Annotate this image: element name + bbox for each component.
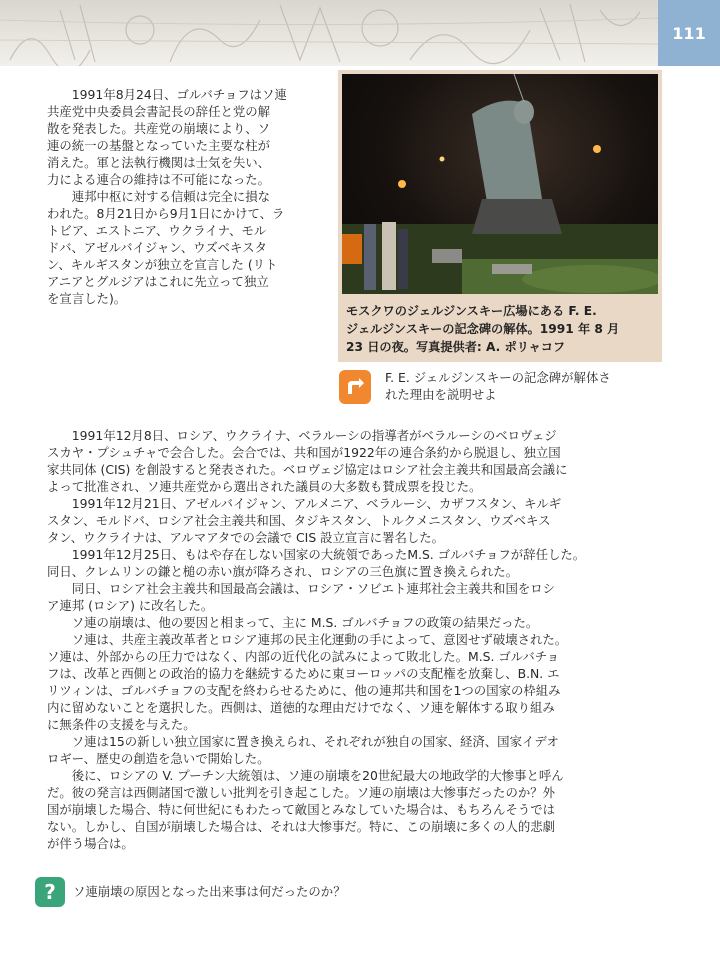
monument-photo bbox=[342, 74, 658, 294]
monument-dismantling-image bbox=[342, 74, 658, 294]
header-decoration bbox=[0, 0, 658, 66]
arrow-turn-icon bbox=[339, 370, 371, 404]
main-text: 1991年12月8日、ロシア、ウクライナ、ベラルーシの指導者がベラルーシのベロヴェジ スカヤ・プシュチャで会合した。会合では、共和国が1922年の連合条約から脱退し、独立国 家共同体 (CIS) を創設すると発表された。ベロヴェジ協定はロシア社会主義共和国最高会議に よって批准され、ソ連共産党から選出された議員の大多数も賛成票を投じた。 1991年12月21日、アゼルバイジャン、アルメニア、ベラルーシ、カザフスタン、キルギ スタン、モルドバ、ロシア社会主義共和国、タジキスタン、トルクメニスタン、ウズベキス タン、ウクライナは、アルマアタでの会議で CIS 設立宣言に署名した。 1991年12月25日、もはや存在しない国家の大統領であったM.S. ゴルバチョフが辞任した。 同日、クレムリンの鎌と槌の赤い旗が降ろされ、ロシアの三色旗に置き換えられた。 同日、ロシア社会主義共和国最高会議は、ロシア・ソビエト連邦社会主義共和国をロシ ア連邦 (ロシア) に改名した。 ソ連の崩壊は、他の要因と相まって、主に M.S. ゴルバチョフの政策の結果だった。 ソ連は、共産主義改革者とロシア連邦の民主化運動の手によって、意図せず破壊された。 ソ連は、外部からの圧力ではなく、内部の近代化の試みによって敗北した。M.S. ゴルバチョ フは、改革と西側との政治的協力を継続するために東ヨーロッパの支配権を放棄し、B.N. エ リツィンは、ゴルバチョフの支配を終わらせるために、他の連邦共和国を1つの国家の枠組み 内に留めないことを選択した。西側は、道徳的な理由だけでなく、ソ連を解体する取り組み に無条件の支援を与えた。 ソ連は15の新しい独立国家に置き換えられ、それぞれが独自の国家、経済、国家イデオ ロギー、歴史の創造を急いで開始した。 後に、ロシアの V. プーチン大統領は、ソ連の崩壊を20世紀最大の地政学的大惨事と呼ん だ。彼の発言は西側諸国で激しい批判を引き起こした。ソ連の崩壊は大惨事だったのか？外 国が崩壊した場合、特に何世紀にもわたって敵国とみなしていた場合は、もちろんそうでは ない。しかし、自国が崩壊した場合は、それは大惨事だ。特に、この崩壊に多くの人的悲劇 が伴う場合は。 bbox=[47, 428, 586, 851]
header-sketch-pattern bbox=[0, 0, 658, 66]
question-text: ソ連崩壊の原因となった出来事は何だったのか？ bbox=[73, 884, 346, 899]
task-text: F. E. ジェルジンスキーの記念碑が解体さ れた理由を説明せよ bbox=[385, 370, 611, 402]
page-number: 111 bbox=[658, 0, 720, 66]
photo-caption: モスクワのジェルジンスキー広場にある F. E. ジェルジンスキーの記念碑の解体。1991 年 8 月 23 日の夜。写真提供者: A. ポリャコフ bbox=[338, 298, 662, 362]
intro-paragraph-2: 連邦中枢に対する信頼は完全に損な われた。8月21日から9月1日にかけて、ラ トビア、エストニア、ウクライナ、モル ドバ、アゼルバイジャン、ウズベキスタ ン、キルギスタンが独立を宣言した (リト アニアとグルジアはこれに先立って独立 を宣言した)。 bbox=[47, 189, 285, 306]
photo-frame bbox=[338, 70, 662, 298]
intro-paragraph-1: 1991年8月24日、ゴルバチョフはソ連 共産党中央委員会書記長の辞任と党の解 散を発表した。共産党の崩壊により、ソ 連の統一の基盤となっていた主要な柱が 消えた。軍と法執行機関は士気を失い、 力による連合の維持は不可能になった。 bbox=[47, 87, 287, 187]
question-mark-icon: ? bbox=[35, 877, 65, 907]
